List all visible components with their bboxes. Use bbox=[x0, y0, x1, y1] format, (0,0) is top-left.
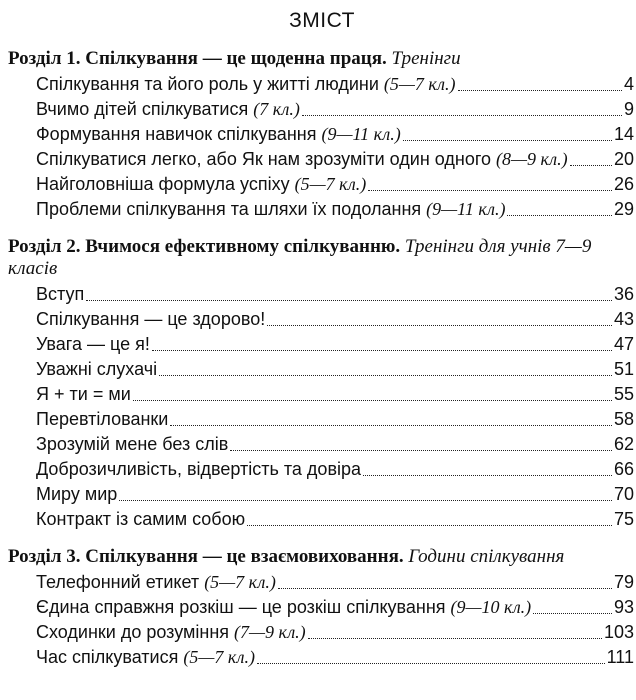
toc-entry[interactable] bbox=[36, 332, 634, 357]
toc-entry[interactable] bbox=[36, 570, 634, 595]
toc-entry-title bbox=[36, 620, 306, 645]
section-heading bbox=[8, 48, 636, 70]
toc-entry-title bbox=[36, 432, 228, 457]
toc-entry-page-number: 26 bbox=[613, 174, 634, 194]
dot-leader bbox=[507, 215, 612, 216]
toc-entry-grade: (5—7 кл.) bbox=[383, 74, 456, 94]
dot-leader bbox=[267, 325, 612, 326]
toc-entry-page-number: 14 bbox=[613, 124, 634, 144]
toc-entry-title bbox=[36, 122, 401, 147]
toc-entry-title-text: Сходинки до розуміння bbox=[36, 622, 230, 642]
toc-entry-title bbox=[36, 97, 300, 122]
toc-entry-grade: (9—11 кл.) bbox=[426, 199, 506, 219]
dot-leader bbox=[86, 300, 612, 301]
toc-entry-title bbox=[36, 507, 245, 532]
toc-entry-page-number: 79 bbox=[613, 572, 634, 592]
toc-section bbox=[8, 546, 636, 670]
section-heading-subtitle: Години спілкування bbox=[408, 546, 565, 567]
toc-entry-title bbox=[36, 72, 456, 97]
toc-entry-title bbox=[36, 570, 276, 595]
toc-entry-title-text: Спілкуватися легко, або Як нам зрозуміти один одного bbox=[36, 149, 492, 169]
toc-entry-title-text: Спілкування — це здорово! bbox=[36, 309, 266, 329]
toc-entry-page-number: 70 bbox=[613, 484, 634, 504]
toc-entry-title-text: Вступ bbox=[36, 284, 85, 304]
toc-entry-grade: (5—7 кл.) bbox=[294, 174, 367, 194]
toc-entry-title-text: Час спілкуватися bbox=[36, 647, 179, 667]
toc-entry[interactable] bbox=[36, 432, 634, 457]
toc-entry[interactable] bbox=[36, 282, 634, 307]
toc-section bbox=[8, 48, 636, 222]
dot-leader bbox=[302, 115, 622, 116]
dot-leader bbox=[403, 140, 612, 141]
dot-leader bbox=[278, 588, 612, 589]
toc-entry[interactable] bbox=[36, 147, 634, 172]
toc-entry-grade: (7 кл.) bbox=[253, 99, 300, 119]
toc-entry-title-text: Телефонний етикет bbox=[36, 572, 200, 592]
toc-entry-title-text: Я + ти = ми bbox=[36, 384, 131, 404]
toc-entry-page-number: 55 bbox=[613, 384, 634, 404]
toc-entry-page-number: 43 bbox=[613, 309, 634, 329]
toc-entry-title-text: Єдина справжня розкіш — це розкіш спілкування bbox=[36, 597, 446, 617]
toc-entry-grade: (5—7 кл.) bbox=[183, 647, 255, 667]
section-heading-subtitle: Тренінги для учнів 7—9 класів bbox=[8, 236, 592, 279]
toc-entry-title-text: Доброзичливість, відвертість та довіра bbox=[36, 459, 362, 479]
toc-entry[interactable] bbox=[36, 457, 634, 482]
toc-entry-page-number: 58 bbox=[613, 409, 634, 429]
toc-entry-title bbox=[36, 307, 265, 332]
toc-entry-page-number: 75 bbox=[613, 509, 634, 529]
toc-entry-page-number: 47 bbox=[613, 334, 634, 354]
toc-entry[interactable] bbox=[36, 72, 634, 97]
toc-entry-title-text: Формування навичок спілкування bbox=[36, 124, 317, 144]
dot-leader bbox=[458, 90, 622, 91]
toc-entry-title-text: Перевтілованки bbox=[36, 409, 169, 429]
toc-entry-title bbox=[36, 595, 531, 620]
dot-leader bbox=[363, 475, 612, 476]
toc-entry-page-number: 51 bbox=[613, 359, 634, 379]
toc-entry[interactable] bbox=[36, 122, 634, 147]
toc-entry-grade: (9—11 кл.) bbox=[321, 124, 401, 144]
toc-entry-title bbox=[36, 645, 255, 670]
toc-entry-title bbox=[36, 407, 168, 432]
dot-leader bbox=[533, 613, 612, 614]
toc-entry[interactable] bbox=[36, 97, 634, 122]
section-heading-title: Розділ 1. Спілкування — це щоденна праця. bbox=[8, 48, 387, 69]
toc-entry-grade: (5—7 кл.) bbox=[204, 572, 276, 592]
toc-entry-title bbox=[36, 357, 157, 382]
toc-entry-title-text: Зрозумій мене без слів bbox=[36, 434, 229, 454]
toc-entry-title-text: Увага — це я! bbox=[36, 334, 150, 354]
dot-leader bbox=[570, 165, 612, 166]
toc-entry-title bbox=[36, 172, 366, 197]
dot-leader bbox=[247, 525, 612, 526]
toc-entry-title-text: Проблеми спілкування та шляхи їх подолання bbox=[36, 199, 422, 219]
toc-entry-page-number: 62 bbox=[613, 434, 634, 454]
toc-sections bbox=[8, 48, 636, 670]
toc-entry[interactable] bbox=[36, 197, 634, 222]
toc-entry-page-number: 4 bbox=[623, 74, 634, 94]
toc-entry[interactable] bbox=[36, 507, 634, 532]
toc-entry[interactable] bbox=[36, 382, 634, 407]
toc-entry-title bbox=[36, 457, 361, 482]
dot-leader bbox=[368, 190, 612, 191]
toc-entry[interactable] bbox=[36, 307, 634, 332]
toc-entry-title-text: Спілкування та його роль у житті людини bbox=[36, 74, 379, 94]
toc-entry-page-number: 9 bbox=[623, 99, 634, 119]
toc-entry-title-text: Вчимо дітей спілкуватися bbox=[36, 99, 249, 119]
dot-leader bbox=[119, 500, 612, 501]
toc-entry-title bbox=[36, 197, 505, 222]
section-heading bbox=[8, 546, 636, 568]
toc-entry[interactable] bbox=[36, 407, 634, 432]
toc-entry-page-number: 36 bbox=[613, 284, 634, 304]
section-heading-title: Розділ 3. Спілкування — це взаємовиховання. bbox=[8, 546, 404, 567]
toc-entry-title bbox=[36, 332, 150, 357]
toc-entry-page-number: 111 bbox=[606, 647, 634, 667]
toc-entry-grade: (8—9 кл.) bbox=[496, 149, 568, 169]
toc-entry-grade: (7—9 кл.) bbox=[234, 622, 306, 642]
toc-entry[interactable] bbox=[36, 595, 634, 620]
section-heading bbox=[8, 236, 636, 280]
toc-section bbox=[8, 236, 636, 532]
toc-entry[interactable] bbox=[36, 172, 634, 197]
toc-entry-title-text: Миру мир bbox=[36, 484, 118, 504]
toc-entry-title-text: Контракт із самим собою bbox=[36, 509, 246, 529]
dot-leader bbox=[308, 638, 602, 639]
toc-entry-title bbox=[36, 147, 568, 172]
section-heading-title: Розділ 2. Вчимося ефективному спілкуванню. bbox=[8, 236, 401, 257]
toc-entry-title bbox=[36, 482, 117, 507]
toc-entry-title bbox=[36, 382, 131, 407]
toc-entry[interactable] bbox=[36, 482, 634, 507]
toc-entry-grade: (9—10 кл.) bbox=[450, 597, 532, 617]
toc-entry-page-number: 20 bbox=[613, 149, 634, 169]
toc-entry-title bbox=[36, 282, 84, 307]
dot-leader bbox=[230, 450, 612, 451]
dot-leader bbox=[159, 375, 612, 376]
toc-entry-page-number: 93 bbox=[613, 597, 634, 617]
dot-leader bbox=[133, 400, 612, 401]
toc-entry-title-text: Найголовніша формула успіху bbox=[36, 174, 290, 194]
dot-leader bbox=[170, 425, 612, 426]
toc-entry-page-number: 29 bbox=[613, 199, 634, 219]
toc-entry-title-text: Уважні слухачі bbox=[36, 359, 158, 379]
section-heading-subtitle: Тренінги bbox=[391, 48, 461, 69]
toc-entry-page-number: 66 bbox=[613, 459, 634, 479]
dot-leader bbox=[257, 663, 605, 664]
dot-leader bbox=[152, 350, 612, 351]
toc-entry[interactable] bbox=[36, 645, 634, 670]
toc-entry[interactable] bbox=[36, 357, 634, 382]
page-title: ЗМІСТ bbox=[289, 9, 355, 32]
toc-entry-page-number: 103 bbox=[603, 622, 634, 642]
toc-entry[interactable] bbox=[36, 620, 634, 645]
